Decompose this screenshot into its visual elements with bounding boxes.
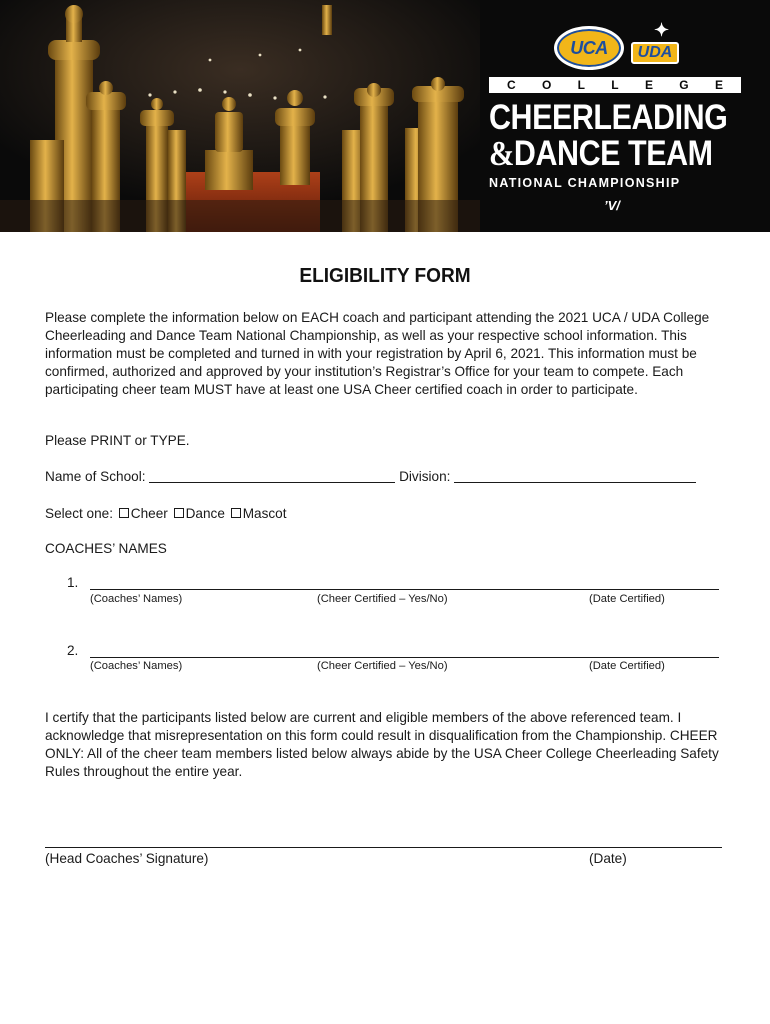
uca-logo-text: UCA [570, 37, 608, 58]
college-letter: O [541, 78, 552, 92]
header-banner [0, 0, 770, 232]
trophy-photo [0, 0, 480, 232]
uda-logo [630, 20, 680, 64]
coach-name-caption: (Coaches’ Names) [90, 660, 183, 672]
dance-team-text: DANCE TEAM [513, 134, 713, 173]
form-title: ELIGIBILITY FORM [299, 264, 471, 287]
cheer-certified-caption: (Cheer Certified – Yes/No) [317, 660, 448, 672]
print-note: Please PRINT or TYPE. [45, 433, 190, 448]
date-certified-caption: (Date Certified) [589, 660, 665, 672]
coach-row-number: 1. [67, 575, 79, 590]
uda-logo-text: UDA [631, 42, 680, 64]
certification-paragraph: I certify that the participants listed below are current and eligible members of the above referenced team. I acknowledge that misrepresentation on this form could result in disqualification from the Championship. CHEER ONLY: All of the cheer team members listed below always abide by the USA Cheer College Cheerleading Safety Rules throughout the entire year. [45, 710, 719, 779]
school-name-field[interactable] [149, 470, 395, 483]
coach-2-line-field[interactable] [90, 657, 719, 658]
college-letter: E [714, 78, 723, 92]
banner-title-dance-team [489, 136, 713, 171]
signature-date-caption: (Date) [589, 851, 627, 866]
dance-option-label: Dance [185, 506, 225, 521]
school-label: Name of School: [45, 469, 146, 484]
college-letter: E [644, 78, 653, 92]
college-letter: L [611, 78, 619, 92]
college-letter: C [507, 78, 516, 92]
date-certified-caption: (Date Certified) [589, 593, 665, 605]
college-letter: G [679, 78, 689, 92]
signature-caption: (Head Coaches’ Signature) [45, 851, 209, 866]
coach-1-line-field[interactable] [90, 589, 719, 590]
division-field[interactable] [454, 470, 696, 483]
banner-title-national-championship: NATIONAL CHAMPIONSHIP [489, 176, 681, 190]
intro-paragraph: Please complete the information below on EACH coach and participant attending the 2021 UCA / UDA College Cheerleading and Dance Team National Championship, as well as your respective school information. This information must be completed and turned in with your registration by April 6, 2021. This information must be confirmed, authorized and approved by your institution’s Registrar’s Office for your team to compete. Each participating cheer team MUST have at least one USA Cheer certified coach in order to participate. [45, 310, 710, 397]
banner-title-cheerleading: CHEERLEADING [489, 98, 728, 137]
mascot-option-label: Mascot [242, 506, 287, 521]
varsity-mark: ’V/ [604, 198, 620, 213]
uca-logo [554, 26, 624, 70]
school-division-row [45, 468, 745, 486]
select-row [45, 505, 735, 523]
cheer-option-label: Cheer [130, 506, 168, 521]
coaches-heading: COACHES’ NAMES [45, 541, 167, 556]
mascot-checkbox[interactable] [231, 508, 241, 518]
college-letter: L [577, 78, 585, 92]
dancer-icon: ✦ [654, 20, 670, 40]
coach-name-caption: (Coaches’ Names) [90, 593, 183, 605]
select-label: Select one: [45, 506, 114, 521]
cheer-certified-caption: (Cheer Certified – Yes/No) [317, 593, 448, 605]
division-label: Division: [399, 469, 451, 484]
cheer-checkbox[interactable] [119, 508, 129, 518]
ampersand: & [489, 134, 514, 173]
coach-row-number: 2. [67, 643, 79, 658]
dance-checkbox[interactable] [174, 508, 184, 518]
college-bar [489, 77, 741, 93]
signature-line-field[interactable] [45, 847, 722, 848]
